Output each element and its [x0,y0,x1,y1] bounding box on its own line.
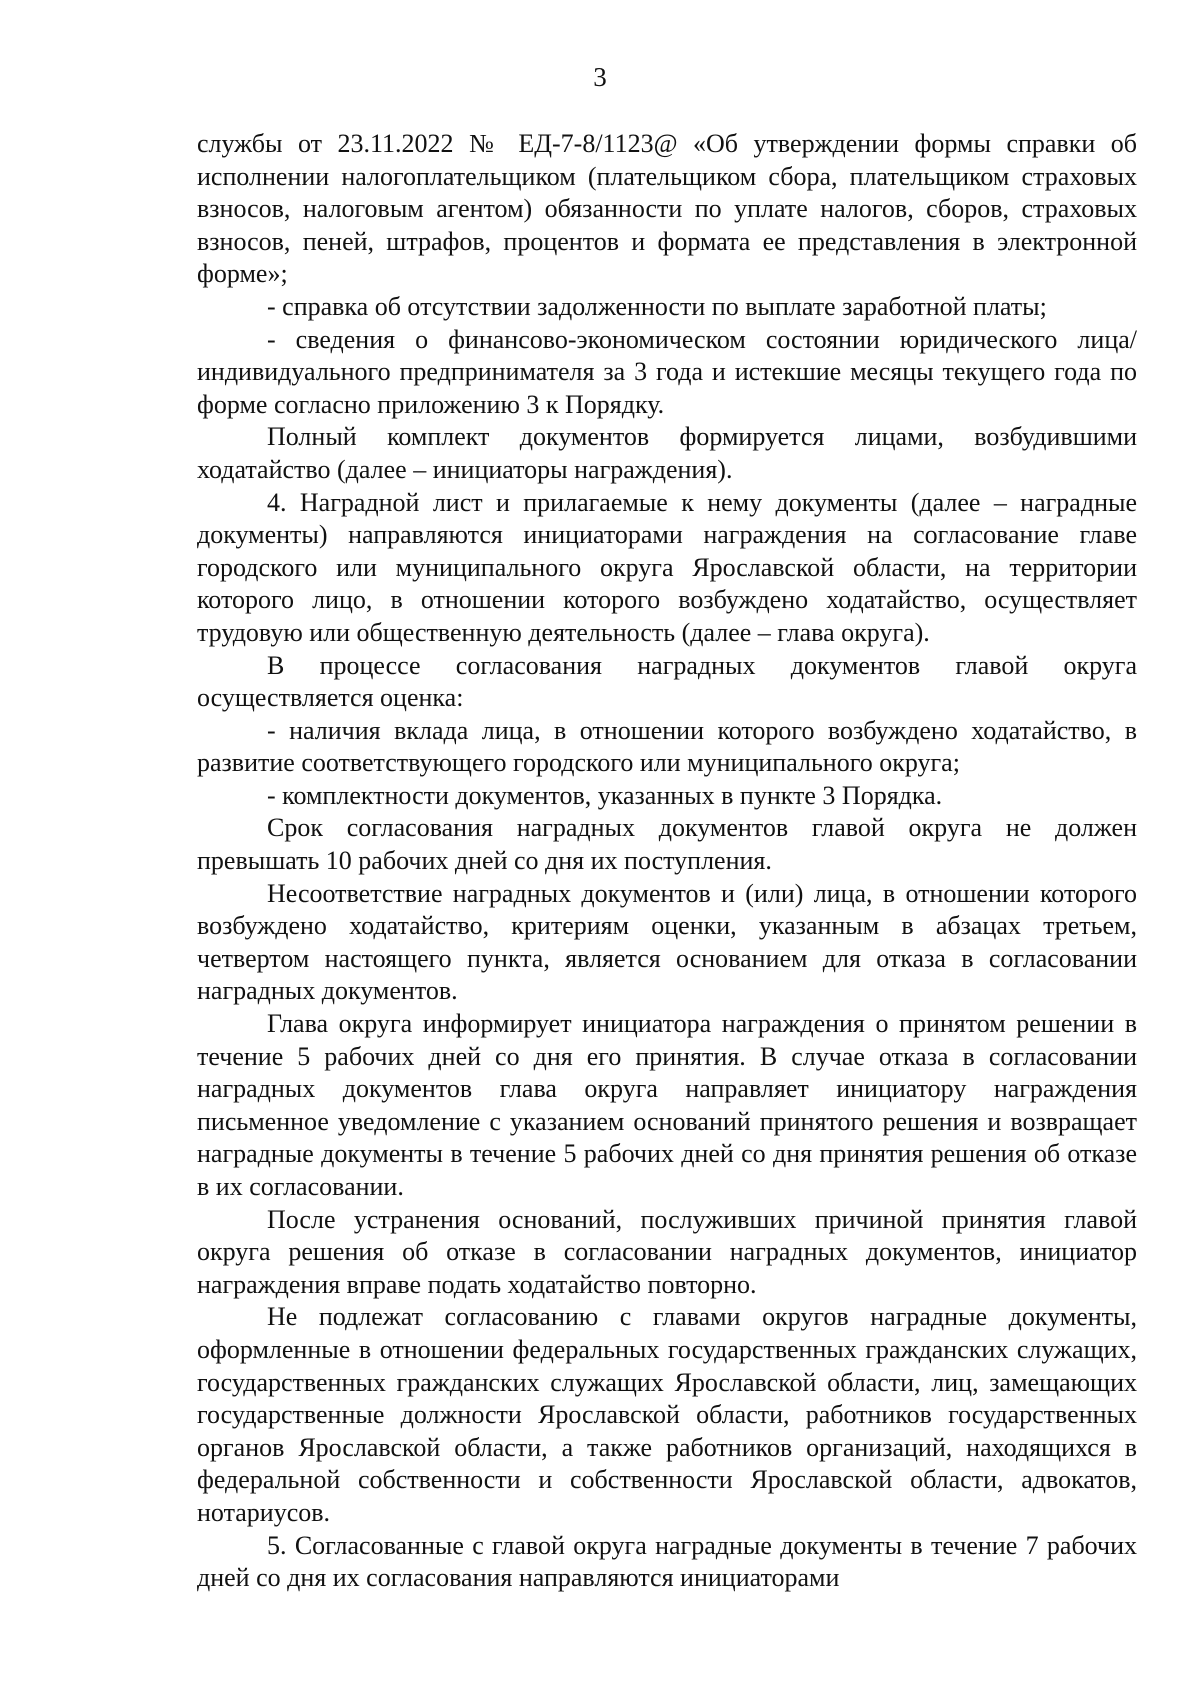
paragraph: - справка об отсутствии задолженности по выплате заработной платы; [267,291,1047,321]
paragraph: Полный комплект документов формируется лицами, возбудившими ходатайство (далее – инициаторы награждения). [197,422,1137,484]
paragraph: Несоответствие наградных документов и (или) лица, в отношении которого возбуждено ходатайство, критериям оценки, указанным в абзацах третьем, четвертом настоящего пункта, является основанием для отказа в согласовании наградных документов. [197,878,1137,1006]
paragraph: После устранения оснований, послуживших причиной принятия главой округа решения об отказе в согласовании наградных документов, инициатор награждения вправе подать ходатайство повторно. [197,1204,1137,1299]
document-body [197,128,1137,1595]
paragraph: - наличия вклада лица, в отношении которого возбуждено ходатайство, в развитие соответствующего городского или муниципального округа; [197,715,1137,778]
page-number: 3 [593,62,607,92]
paragraph: - комплектности документов, указанных в пункте 3 Порядка. [267,780,943,810]
paragraph: 5. Согласованные с главой округа наградные документы в течение 7 рабочих дней со дня их согласования направляются инициаторами [197,1530,1137,1593]
paragraph: В процессе согласования наградных документов главой округа осуществляется оценка: [197,650,1137,713]
paragraph: - сведения о финансово-экономическом состоянии юридического лица/ индивидуального предпринимателя за 3 года и истекшие месяцы текущего года по форме согласно приложению 3 к Порядку. [197,324,1137,419]
paragraph: Срок согласования наградных документов главой округа не должен превышать 10 рабочих дней со дня их поступления. [197,813,1137,876]
paragraph: Не подлежат согласованию с главами округов наградные документы, оформленные в отношении федеральных государственных гражданских служащих, государственных гражданских служащих Ярославской области, лиц, замещающих государственные должности Ярославской области, работников государственных органов Ярославской области, а также работников организаций, находящихся в федеральной собственности и собственности Ярославской области, адвокатов, нотариусов. [197,1302,1137,1527]
paragraph: 4. Наградной лист и прилагаемые к нему документы (далее – наградные документы) направляются инициаторами награждения на согласование главе городского или муниципального округа Ярославской области, на территории которого лицо, в отношении которого возбуждено ходатайство, осуществляет трудовую или общественную деятельность (далее – глава округа). [197,487,1137,647]
paragraph: службы от 23.11.2022 № ЕД-7-8/1123@ «Об утверждении формы справки об исполнении налогоплательщиком (плательщиком сбора, плательщиком страховых взносов, налоговым агентом) обязанности по уплате налогов, сборов, страховых взносов, пеней, штрафов, процентов и формата ее представления в электронной форме»; [197,129,1137,289]
paragraph: Глава округа информирует инициатора награждения о принятом решении в течение 5 рабочих дней со дня его принятия. В случае отказа в согласовании наградных документов глава округа направляет инициатору награждения письменное уведомление с указанием оснований принятого решения и возвращает наградные документы в течение 5 рабочих дней со дня принятия решения об отказе в их согласовании. [197,1009,1137,1201]
